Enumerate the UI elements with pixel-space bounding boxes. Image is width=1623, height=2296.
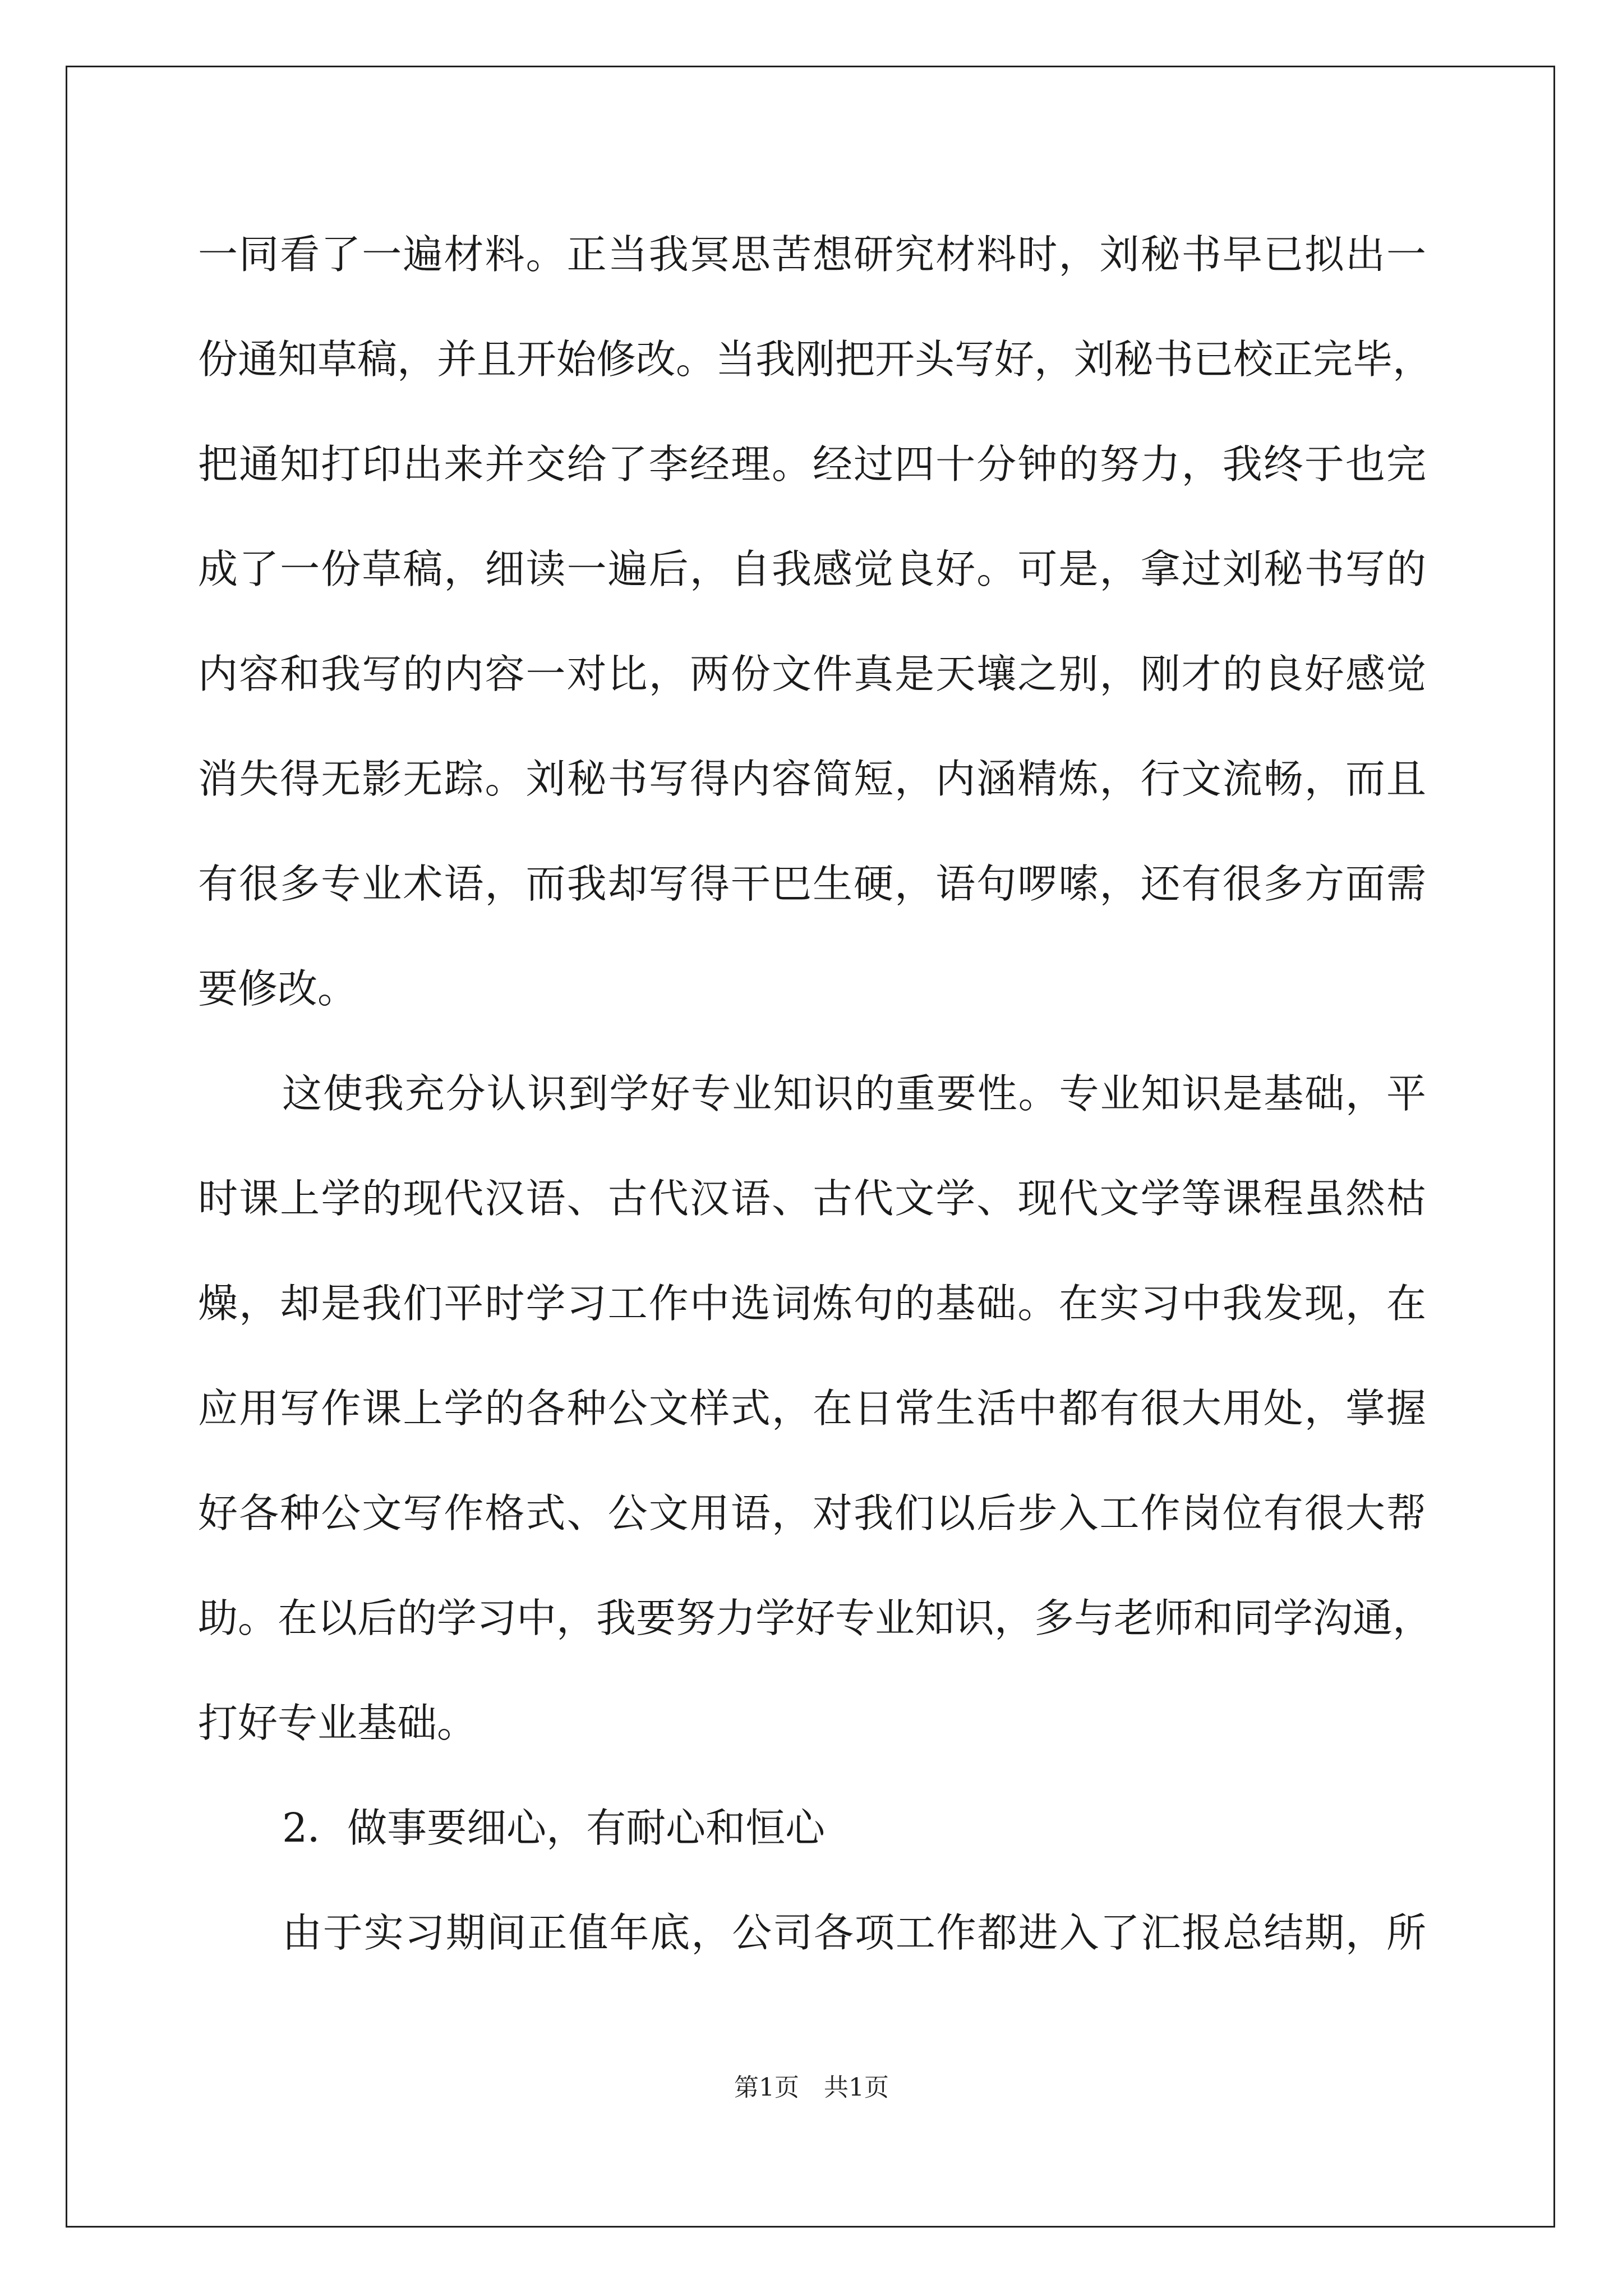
- text-line: 打好专业基础。: [198, 1700, 477, 1746]
- text-line: 把通知打印出来并交给了李经理。经过四十分钟的努力，我终于也完: [198, 441, 1426, 487]
- text-line: 这使我充分认识到学好专业知识的重要性。专业知识是基础，平: [282, 1070, 1426, 1117]
- text-line: 一同看了一遍材料。正当我冥思苦想研究材料时，刘秘书早已拟出一: [198, 231, 1426, 278]
- text-line: 内容和我写的内容一对比，两份文件真是天壤之别，刚才的良好感觉: [198, 651, 1426, 697]
- text-line: 燥，却是我们平时学习工作中选词炼句的基础。在实习中我发现，在: [198, 1280, 1426, 1327]
- text-line: 要修改。: [198, 965, 358, 1012]
- text-line: 成了一份草稿，细读一遍后，自我感觉良好。可是，拿过刘秘书写的: [198, 546, 1426, 592]
- text-line: 助。在以后的学习中，我要努力学好专业知识，多与老师和同学沟通，: [198, 1595, 1433, 1641]
- document-body: [198, 202, 1433, 1985]
- page-footer: [0, 2067, 1623, 2103]
- text-line: 有很多专业术语，而我却写得干巴生硬，语句啰嗦，还有很多方面需: [198, 861, 1426, 907]
- section-heading: 2．做事要细心，有耐心和恒心: [282, 1805, 826, 1851]
- text-line: 好各种公文写作格式、公文用语，对我们以后步入工作岗位有很大帮: [198, 1490, 1426, 1536]
- page-number: 第1页 共1页: [734, 2073, 889, 2102]
- text-line: 时课上学的现代汉语、古代汉语、古代文学、现代文学等课程虽然枯: [198, 1175, 1426, 1222]
- text-line: 消失得无影无踪。刘秘书写得内容简短，内涵精炼，行文流畅，而且: [198, 756, 1426, 802]
- text-line: 由于实习期间正值年底，公司各项工作都进入了汇报总结期，所: [282, 1910, 1426, 1956]
- text-line: 份通知草稿，并且开始修改。当我刚把开头写好，刘秘书已校正完毕，: [198, 336, 1433, 383]
- text-line: 应用写作课上学的各种公文样式，在日常生活中都有很大用处，掌握: [198, 1385, 1426, 1432]
